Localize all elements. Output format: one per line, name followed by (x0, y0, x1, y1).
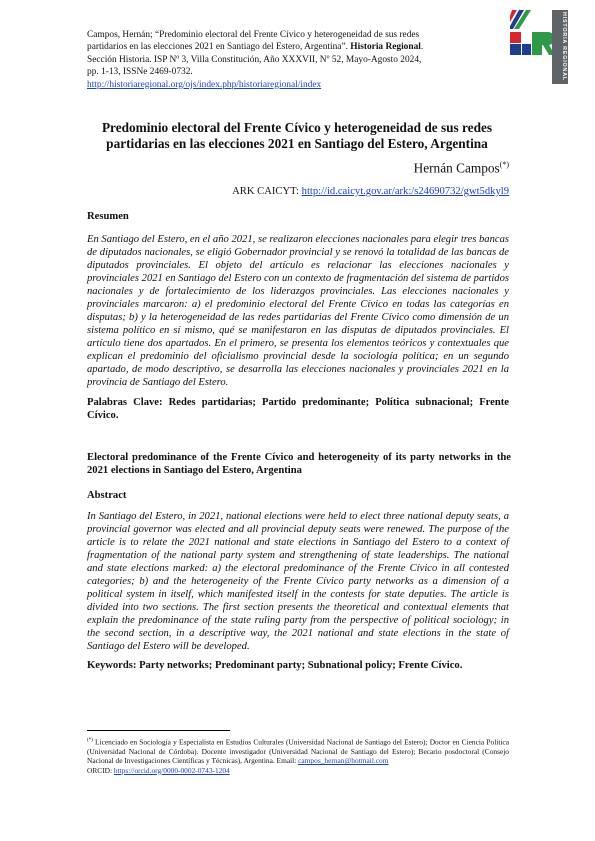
author-footnote (87, 736, 509, 775)
footnote-text: Licenciado en Sociología y Especialista en Estudios Culturales (Universidad Nacional de Santiago del Estero); Doctor en Ciencia Política (Universidad Nacional de Córdoba). Docente investigador (Universidad Nacional de Santiago del Estero); Becario posdoctoral (Consejo Nacional de Investigaciones Científicas y Técnicas), Argentina. Email: (87, 737, 509, 766)
logo-h-top-left (510, 32, 521, 43)
footnote-mark: (*) (87, 738, 93, 743)
ark-identifier (232, 186, 509, 197)
ark-label: ARK CAICYT: (232, 186, 302, 197)
ark-link[interactable]: http://id.caicyt.gov.ar/ark:/s24690732/gwt5dkyl9 (301, 186, 509, 197)
article-title: Predominio electoral del Frente Cívico y heterogeneidad de sus redes partidarias en las elecciones 2021 en Santiago del Estero, Argentina (101, 120, 493, 151)
journal-name: Historia Regional (350, 42, 421, 53)
logo-r-stem (532, 32, 542, 55)
resumen-text: En Santiago del Estero, en el año 2021, se realizaron elecciones nacionales para elegir tres bancas de diputados nacionales, se eligió Gobernador provincial y se renovó la totalidad de las bancas de diputados provinciales. El objeto del artículo es relacionar las elecciones nacionales y provinciales 2021 en Santiago del Estero con un contexto de fragmentación del sistema de partidos nacionales y de fortalecimiento de los liderazgos provinciales. Las elecciones nacionales y provinciales marcaron: a) el predominio electoral del Frente Cívico en todas las categorías en disputas; b) y la heterogeneidad de las redes partidarias del Frente Cívico como dimensión de un sistema político en sí mismo, qué se manifestaron en las disputas de diputados provinciales. El artículo tiene dos apartados. En el primero, se presenta los elementos teóricos y contextuales que explican el predominio del oficialismo provincial desde la sociología política; en un segundo apartado, de modo descriptivo, se desarrolla las elecciones nacionales y provinciales 2021 en la provincia de Santiago del Estero. (87, 234, 509, 388)
orcid-label: ORCID: (87, 765, 114, 775)
abstract-text: In Santiago del Estero, in 2021, national elections were held to elect three national deputy seats, a provincial governor was elected and all provincial deputy seats were renewed. The purpose of the article is to relate the 2021 national and state elections in Santiago del Estero to a context of fragmentation of the national party system and strengthening of state leaderships. The national and state elections marked: a) the electoral predominance of the Frente Cívico in all contested categories; b) and the heterogeneity of the Frente Cívico party networks as a dimension of a political system in itself, which manifested itself in the contests for state deputies. The article is divided into two sections. The first section presents the theoretical and contextual elements that explain the predominance of the state ruling party from the perspective of political sociology; in the second section, in a descriptive way, the 2021 national and state elections in the state of Santiago del Estero will be developed. (87, 511, 509, 652)
author-email-link[interactable]: campos_hernan@hotmail.com (298, 756, 389, 766)
author-line (414, 160, 509, 176)
orcid-link[interactable]: https://orcid.org/0000-0002-0743-1204 (113, 765, 230, 775)
citation-details: . Sección Historia. ISP Nº 3, Villa Constitución, Año XXXVII, Nº 52, Mayo-Agosto 2024, pp. 1-13, ISSNe 2469-0732. (87, 42, 424, 78)
abstract-heading: Abstract (87, 490, 127, 501)
palabras-clave (87, 396, 509, 422)
historia-regional-logo (508, 8, 570, 86)
journal-url-link[interactable]: http://historiaregional.org/ojs/index.php/historiaregional/index (87, 79, 322, 90)
footnote-divider (87, 730, 230, 731)
resumen-heading: Resumen (87, 211, 129, 222)
author-footnote-mark: (*) (499, 160, 509, 169)
logo-text: HISTORIA REGIONAL (561, 12, 567, 82)
citation-block (87, 29, 427, 91)
keywords-line: Keywords: Party networks; Predominant party; Subnational policy; Frente Cívico. (87, 660, 463, 671)
palabras-clave-label: Palabras Clave (87, 397, 159, 408)
english-title: Electoral predominance of the Frente Cívico and heterogeneity of its party networks in the 2021 elections in Santiago del Estero, Argentina (87, 452, 511, 477)
logo-h-bar (522, 44, 531, 55)
palabras-clave-text: : Redes partidarias; Partido predominante; Política subnacional; Frente Cívico. (87, 397, 509, 421)
logo-h-bottom-left (510, 44, 521, 55)
author-name: Hernán Campos (413, 160, 500, 176)
citation-text: Campos, Hernán; “Predominio electoral del Frente Cívico y heterogeneidad de sus redes partidarios en las elecciones 2021 en Santiago del Estero, Argentina”. (87, 30, 420, 53)
